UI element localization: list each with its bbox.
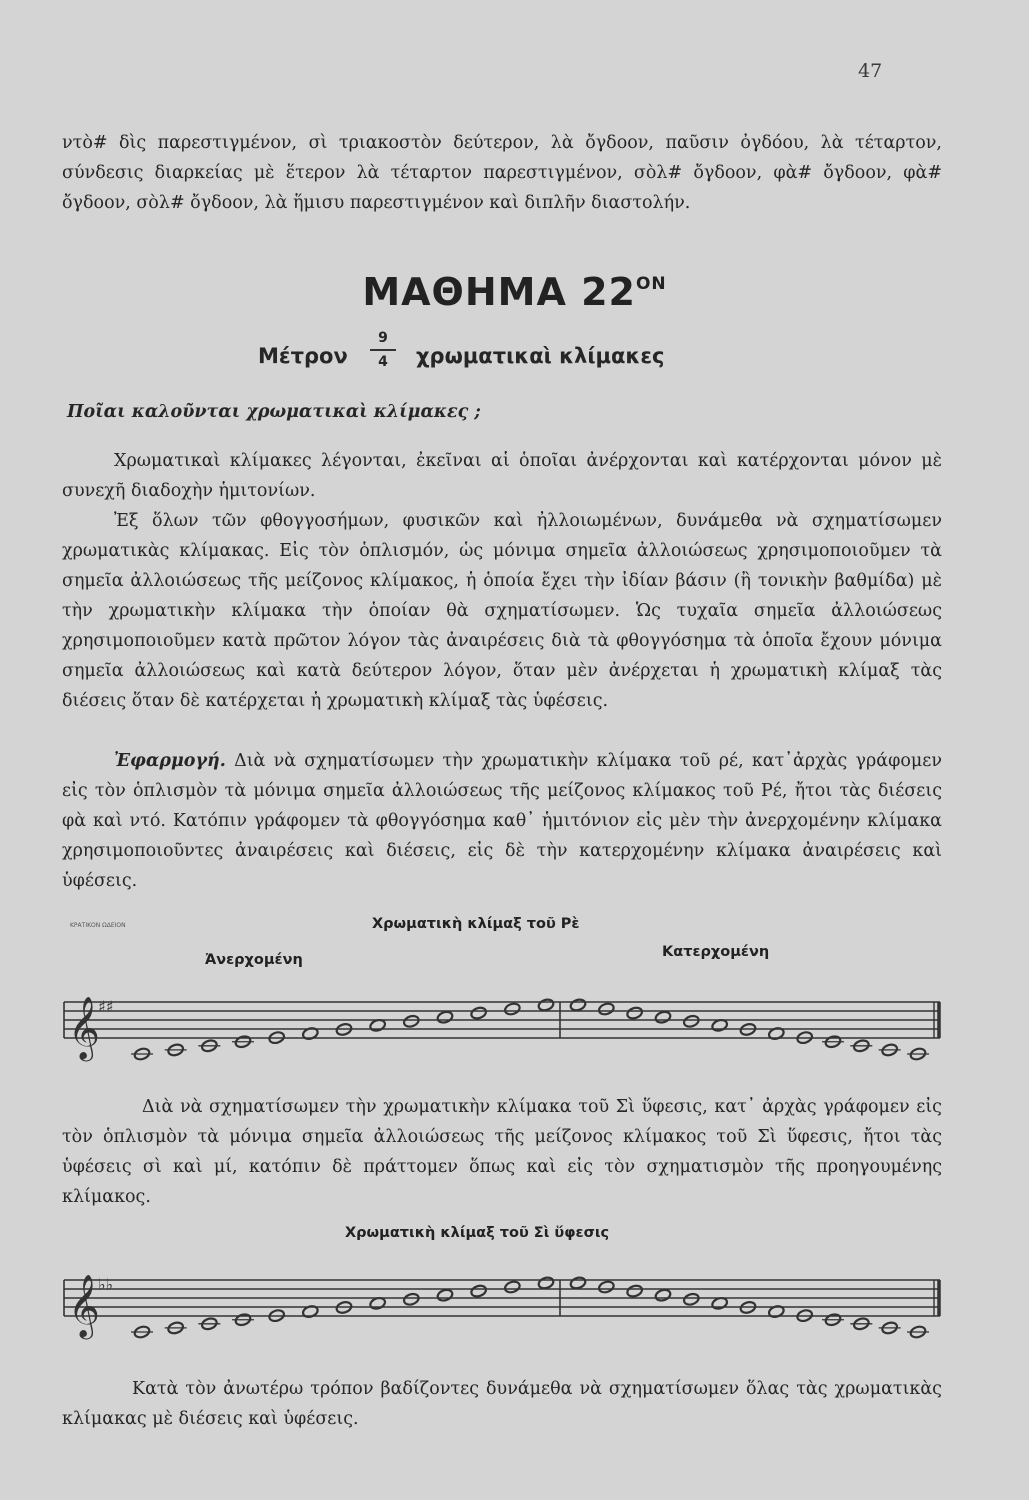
stamp-mark: ΚΡΑΤΙΚΟΝ ΩΔΕΙΟΝ bbox=[70, 922, 126, 929]
lesson-title bbox=[0, 270, 1029, 314]
note-ascending bbox=[436, 1010, 453, 1024]
intro-paragraph: ντὸ# δὶς παρεστιγμένον, σὶ τριακοστὸν δεύτερον, λὰ ὄγδοον, παῦσιν ὀγδόου, λὰ τέταρτον, σύνδεσις διαρκείας μὲ ἕτερον λὰ τέταρτον παρεστιγμένον, σὸλ# ὄγδοον, φὰ# ὄγδοον, φὰ# ὄγδοον, σὸλ# ὄγδοον, λὰ ἥμισυ παρεστιγμένον καὶ διπλῆν διαστολήν. bbox=[62, 133, 942, 213]
meter-denominator: 4 bbox=[378, 354, 388, 370]
meter-numerator: 9 bbox=[378, 330, 388, 346]
lesson-title-text: ΜΑΘΗΜΑ 22 bbox=[362, 270, 636, 314]
note-descending bbox=[569, 1276, 586, 1290]
paragraph-explanation: Ἐξ ὅλων τῶν φθογγοσήμων, φυσικῶν καὶ ἠλλοιωμένων, δυνάμεθα νὰ σχηματίσωμεν χρωματικὰς κλίμακας. Εἰς τὸν ὁπλισμόν, ὡς μόνιμα σημεῖα ἀλλοιώσεως χρησιμοποιοῦμεν τὰ σημεῖα ἀλλοιώσεως τῆς μείζονος κλίμακος, ἡ ὁποία ἔχει τὴν ἰδίαν βάσιν (ἢ τονικὴν βαθμίδα) μὲ τὴν χρωματικὴν κλίμακα τὴν ὁποίαν θὰ σχηματίσωμεν. Ὡς τυχαῖα σημεῖα ἀλλοιώσεως χρησιμοποιοῦμεν κατὰ πρῶτον λόγον τὰς ἀναιρέσεις διὰ τὰ φθογγόσημα τὰ ὁποῖα ἔχουν μόνιμα σημεῖα ἀλλοιώσεως καὶ κατὰ δεύτερον λόγον, ὅταν μὲν ἀνέρχεται ἡ χρωματικὴ κλίμαξ τὰς διέσεις ὅταν δὲ κατέρχεται ἡ χρωματικὴ κλίμαξ τὰς ὑφέσεις. bbox=[62, 511, 942, 711]
note-descending bbox=[626, 1006, 643, 1020]
note-descending bbox=[569, 998, 586, 1012]
note-descending bbox=[683, 1014, 700, 1028]
key-signature-icon: ♭♭ bbox=[98, 1275, 114, 1294]
note-descending bbox=[598, 1280, 615, 1294]
question-heading: Ποῖαι καλοῦνται χρωματικαὶ κλίμακες ; bbox=[67, 402, 481, 422]
note-descending bbox=[598, 1002, 615, 1016]
key-signature-icon: ♯♯ bbox=[98, 997, 114, 1016]
paragraph-conclusion: Κατὰ τὸν ἀνωτέρω τρόπον βαδίζοντες δυνάμεθα νὰ σχηματίσωμεν ὅλας τὰς χρωματικὰς κλίμακας μὲ διέσεις καὶ ὑφέσεις. bbox=[62, 1379, 942, 1429]
example1-ascending-label: Ἀνερχομένη bbox=[205, 952, 303, 968]
example1-title: Χρωματικὴ κλίμαξ τοῦ Ρὲ bbox=[372, 916, 580, 932]
application-label: Ἐφαρμογή. bbox=[114, 751, 226, 771]
lesson-subtitle bbox=[258, 330, 778, 386]
note-descending bbox=[654, 1010, 671, 1024]
note-ascending bbox=[403, 1014, 420, 1028]
note-ascending bbox=[504, 1280, 521, 1294]
note-ascending bbox=[403, 1292, 420, 1306]
meter-fraction bbox=[366, 328, 400, 372]
meter-label: Μέτρον bbox=[258, 344, 348, 368]
paragraph-definition: Χρωματικαὶ κλίμακες λέγονται, ἐκεῖναι αἱ ὁποῖαι ἀνέρχονται καὶ κατέρχονται μόνον μὲ συνεχῆ διαδοχὴν ἡμιτονίων. bbox=[62, 451, 942, 501]
note-ascending bbox=[537, 1276, 554, 1290]
staff-chromatic-b-flat bbox=[60, 1268, 950, 1348]
example2-title: Χρωματικὴ κλίμαξ τοῦ Σὶ ὕφεσις bbox=[345, 1225, 610, 1241]
note-descending bbox=[626, 1284, 643, 1298]
page-number: 47 bbox=[858, 60, 883, 82]
note-ascending bbox=[504, 1002, 521, 1016]
treble-clef-icon: 𝄞 bbox=[68, 996, 100, 1059]
note-ascending bbox=[537, 998, 554, 1012]
example1-descending-label: Κατερχομένη bbox=[662, 944, 770, 960]
treble-clef-icon: 𝄞 bbox=[68, 1274, 100, 1337]
staff-chromatic-d bbox=[60, 990, 950, 1070]
note-descending bbox=[654, 1288, 671, 1302]
lesson-title-suffix: ΟΝ bbox=[635, 274, 667, 294]
meter-subject: χρωματικαὶ κλίμακες bbox=[416, 344, 665, 368]
application-text: Διὰ νὰ σχηματίσωμεν τὴν χρωματικὴν κλίμακα τοῦ ρέ, κατ᾿ἀρχὰς γράφομεν εἰς τὸν ὁπλισμὸν τὰ μόνιμα σημεῖα ἀλλοιώσεως τῆς μείζονος κλίμακος τοῦ Ρέ, ἤτοι τὰς διέσεις φὰ καὶ ντό. Κατόπιν γράφομεν τὰ φθογγόσημα καθ᾿ ἡμιτόνιον εἰς μὲν τὴν ἀνερχομένην κλίμακα χρησιμοποιοῦντες ἀναιρέσεις καὶ διέσεις, εἰς δὲ τὴν κατερχομένην κλίμακα ἀναιρέσεις καὶ ὑφέσεις. bbox=[62, 751, 942, 891]
paragraph-application bbox=[62, 746, 942, 896]
note-descending bbox=[683, 1292, 700, 1306]
note-ascending bbox=[470, 1006, 487, 1020]
note-ascending bbox=[436, 1288, 453, 1302]
fraction-bar bbox=[370, 349, 396, 351]
paragraph-b-flat: Διὰ νὰ σχηματίσωμεν τὴν χρωματικὴν κλίμακα τοῦ Σὶ ὕφεσις, κατ᾿ ἀρχὰς γράφομεν εἰς τὸν ὁπλισμὸν τὰ μόνιμα σημεῖα ἀλλοιώσεως τῆς μείζονος κλίμακος τοῦ Σὶ ὕφεσις, ἤτοι τὰς ὑφέσεις σὶ καὶ μί, κατόπιν δὲ πράττομεν ὅπως καὶ εἰς τὸν σχηματισμὸν τῆς προηγουμένης κλίμακος. bbox=[62, 1097, 942, 1207]
note-ascending bbox=[470, 1284, 487, 1298]
